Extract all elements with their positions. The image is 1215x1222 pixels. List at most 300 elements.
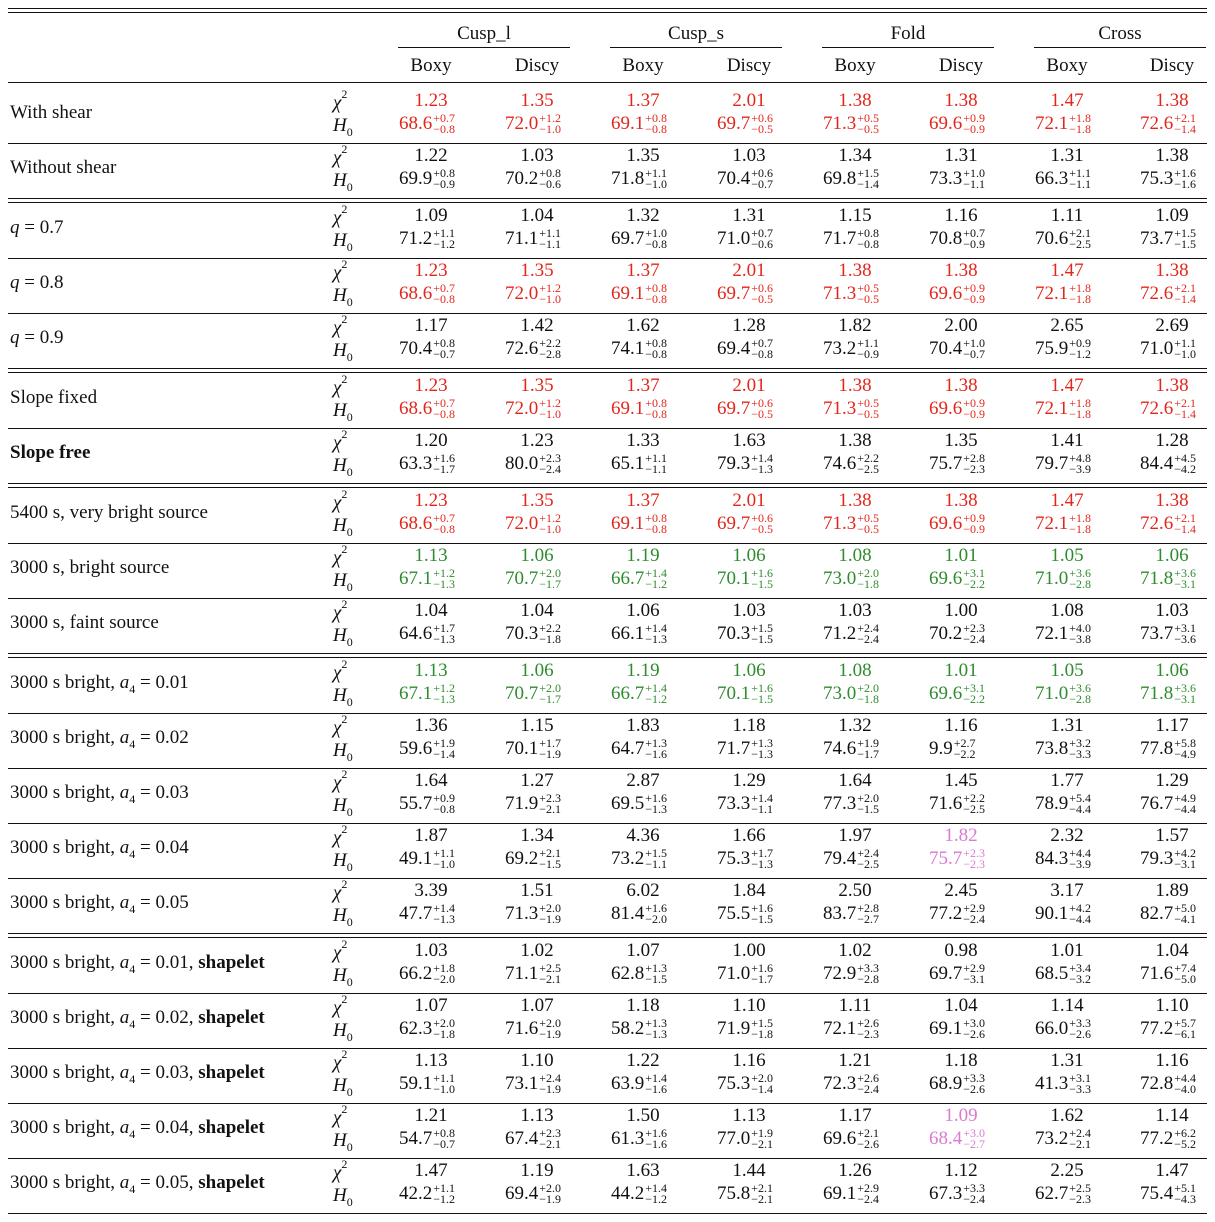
h0-error-bars	[433, 510, 456, 536]
h0-error-bars	[1069, 1070, 1092, 1096]
h0-lower-error: −2.8	[539, 346, 562, 361]
chi-squared-value: 1.04	[414, 600, 448, 621]
h0-lower-error: −4.3	[1174, 1191, 1197, 1206]
row-label-text: Slope fixed	[10, 387, 98, 408]
h0-value	[399, 450, 456, 476]
row-label: 3000 s bright, $a_4 = 0.05$	[10, 892, 189, 916]
h0-error-bars	[1069, 225, 1092, 251]
h-subscript: 0	[346, 859, 353, 874]
h0-upper-error: +3.3	[1069, 1015, 1092, 1030]
chi-squared-value: 1.18	[944, 1050, 978, 1071]
h0-upper-error: +2.8	[963, 450, 986, 465]
h0-central-value: 72.8	[1140, 1073, 1174, 1094]
h0-value	[1035, 110, 1092, 136]
h0-error-bars	[539, 680, 562, 706]
h0-central-value: 41.3	[1035, 1073, 1069, 1094]
row-label: 3000 s bright, $a_4 = 0.03$	[10, 782, 189, 806]
h0-error-bars	[433, 845, 456, 871]
h0-value	[611, 900, 668, 926]
h0-value	[611, 565, 668, 591]
h0-value	[823, 165, 880, 191]
discy-header: Discy	[726, 55, 772, 76]
h0-upper-error: +1.5	[1174, 225, 1197, 240]
chi-squared-value: 1.19	[520, 1160, 554, 1181]
column-group-header: Cusp_s	[668, 23, 724, 44]
h0-central-value: 69.5	[611, 793, 645, 814]
h0-central-value: 68.4	[929, 1128, 963, 1149]
h0-error-bars	[539, 790, 562, 816]
h0-central-value: 75.8	[717, 1183, 751, 1204]
h0-central-value: 54.7	[399, 1128, 433, 1149]
chi-squared-value: 1.05	[1050, 660, 1084, 681]
chi-squared-value: 1.37	[626, 260, 660, 281]
discy-header: Discy	[514, 55, 560, 76]
h-subscript: 0	[346, 914, 353, 929]
h0-value	[611, 225, 668, 251]
h0-upper-error: +1.4	[751, 790, 774, 805]
h0-value	[823, 280, 880, 306]
h0-central-value: 68.6	[399, 513, 433, 534]
row-rule	[8, 598, 1207, 599]
h0-upper-error: +0.9	[963, 510, 986, 525]
h-subscript: 0	[346, 1139, 353, 1154]
h0-error-bars	[1174, 335, 1197, 361]
chi-squared-value: 1.16	[732, 1050, 766, 1071]
h0-upper-error: +2.8	[857, 900, 880, 915]
h0-value	[717, 165, 774, 191]
h0-error-bars	[1174, 225, 1197, 251]
h0-central-value: 62.3	[399, 1018, 433, 1039]
h0-upper-error: +0.8	[433, 1125, 456, 1140]
chi-letter: χ	[333, 1052, 342, 1074]
h0-upper-error: +0.6	[751, 110, 774, 125]
h0-error-bars	[645, 620, 668, 646]
h0-upper-error: +1.6	[1174, 165, 1197, 180]
row-label-text: 5400 s, very bright source	[10, 502, 208, 523]
h0-lower-error: −1.3	[751, 461, 774, 476]
chi-squared-value: 1.82	[838, 315, 872, 336]
h0-lower-error: −2.1	[1069, 1136, 1092, 1151]
h0-value	[505, 620, 562, 646]
h0-value	[505, 510, 562, 536]
chi-squared-value: 0.98	[944, 940, 978, 961]
h0-upper-error: +4.9	[1174, 790, 1197, 805]
h0-upper-error: +0.8	[645, 510, 668, 525]
chi-squared-value: 1.21	[838, 1050, 872, 1071]
h0-value	[929, 395, 986, 421]
h0-upper-error: +0.8	[539, 165, 562, 180]
h0-central-value: 9.9	[929, 738, 953, 759]
h0-upper-error: +3.6	[1069, 680, 1092, 695]
chi-squared-value: 1.23	[414, 90, 448, 111]
chi-letter: χ	[333, 262, 342, 284]
chi-squared-value: 1.31	[732, 205, 766, 226]
h0-central-value: 72.6	[1140, 513, 1174, 534]
h0-central-value: 70.7	[505, 683, 539, 704]
h0-central-value: 64.6	[399, 623, 433, 644]
chi-squared-symbol	[333, 142, 348, 169]
h0-upper-error: +2.4	[857, 620, 880, 635]
h0-central-value: 70.1	[717, 683, 751, 704]
h0-lower-error: −4.2	[1174, 461, 1197, 476]
chi-letter: χ	[333, 147, 342, 169]
h0-value	[1035, 1015, 1092, 1041]
h0-value	[929, 1070, 986, 1096]
h0-lower-error: −0.8	[645, 346, 668, 361]
h0-upper-error: +0.8	[645, 280, 668, 295]
h0-central-value: 73.7	[1140, 623, 1174, 644]
chi-squared-value: 1.28	[1155, 430, 1189, 451]
a4-value: 0.02	[155, 1007, 189, 1028]
chi-exponent: 2	[341, 427, 348, 441]
h0-lower-error: −1.8	[1069, 291, 1092, 306]
h0-upper-error: +3.4	[1069, 960, 1092, 975]
row-rule	[8, 1158, 1207, 1159]
h0-central-value: 72.1	[1035, 283, 1069, 304]
h0-value	[717, 395, 774, 421]
h0-error-bars	[539, 735, 562, 761]
h0-upper-error: +1.6	[751, 900, 774, 915]
h0-lower-error: −1.1	[1069, 176, 1092, 191]
h0-lower-error: −1.8	[751, 1026, 774, 1041]
h0-upper-error: +2.3	[539, 790, 562, 805]
row-label-suffix: shapelet	[198, 1062, 265, 1083]
a4-symbol: $a_4$	[119, 1062, 136, 1086]
chi-squared-value: 1.04	[1155, 940, 1189, 961]
h0-error-bars	[645, 900, 668, 926]
h0-central-value: 71.7	[717, 738, 751, 759]
row-label-text: 3000 s bright,	[10, 837, 120, 858]
h0-error-bars	[433, 620, 456, 646]
h0-value	[717, 900, 774, 926]
h0-error-bars	[751, 790, 774, 816]
chi-squared-value: 1.35	[520, 90, 554, 111]
chi-squared-value: 1.06	[1155, 660, 1189, 681]
h0-value	[1140, 1125, 1197, 1151]
h0-upper-error: +4.5	[1174, 450, 1197, 465]
h0-lower-error: −2.6	[963, 1026, 986, 1041]
chi-squared-value: 1.35	[944, 430, 978, 451]
h0-upper-error: +1.1	[645, 165, 668, 180]
h0-central-value: 69.7	[717, 513, 751, 534]
h0-value	[823, 735, 880, 761]
h0-value	[399, 565, 456, 591]
hubble-constant-symbol	[333, 400, 353, 425]
a4-symbol: $a_4$	[119, 672, 136, 696]
row-label-text: = 0.8	[19, 272, 64, 293]
h0-lower-error: −2.6	[857, 1136, 880, 1151]
chi-squared-value: 1.77	[1050, 770, 1084, 791]
h0-value	[929, 165, 986, 191]
h0-lower-error: −2.4	[857, 1191, 880, 1206]
row-label-text: 3000 s bright,	[10, 727, 120, 748]
chi-squared-value: 2.00	[944, 315, 978, 336]
chi-squared-value: 1.02	[838, 940, 872, 961]
chi-squared-symbol	[333, 372, 348, 399]
h0-upper-error: +2.0	[433, 1015, 456, 1030]
h-subscript: 0	[346, 349, 353, 364]
h0-lower-error: −2.4	[539, 461, 562, 476]
h0-central-value: 72.6	[1140, 113, 1174, 134]
h0-upper-error: +2.3	[539, 1125, 562, 1140]
h0-value	[505, 110, 562, 136]
h-letter: H	[333, 1075, 347, 1096]
chi-squared-value: 2.69	[1155, 315, 1189, 336]
h0-central-value: 75.3	[717, 1073, 751, 1094]
h0-value	[399, 790, 456, 816]
chi-squared-symbol	[333, 1102, 348, 1129]
h0-upper-error: +4.2	[1069, 900, 1092, 915]
h0-lower-error: −1.2	[433, 1191, 456, 1206]
a4-symbol: $a_4$	[119, 1007, 136, 1031]
h0-error-bars	[1069, 110, 1092, 136]
chi-squared-value: 1.00	[944, 600, 978, 621]
column-group-header: Fold	[890, 23, 926, 44]
a4-symbol: $a_4$	[119, 727, 136, 751]
h0-upper-error: +1.8	[1069, 280, 1092, 295]
chi-squared-value: 2.01	[732, 90, 766, 111]
h0-central-value: 66.2	[399, 963, 433, 984]
h0-upper-error: +3.3	[963, 1180, 986, 1195]
chi-exponent: 2	[341, 142, 348, 156]
chi-squared-value: 1.35	[520, 260, 554, 281]
h0-central-value: 69.1	[611, 398, 645, 419]
hubble-constant-symbol	[333, 570, 353, 595]
chi-letter: χ	[333, 602, 342, 624]
h0-value	[611, 1125, 668, 1151]
chi-letter: χ	[333, 207, 342, 229]
h-subscript: 0	[346, 464, 353, 479]
h0-central-value: 84.3	[1035, 848, 1069, 869]
h0-central-value: 66.0	[1035, 1018, 1069, 1039]
h-subscript: 0	[346, 804, 353, 819]
chi-squared-value: 1.26	[838, 1160, 872, 1181]
h0-upper-error: +1.1	[433, 1070, 456, 1085]
h0-error-bars	[1069, 335, 1092, 361]
h0-upper-error: +1.1	[433, 1180, 456, 1195]
h0-lower-error: −1.3	[751, 746, 774, 761]
chi-exponent: 2	[341, 712, 348, 726]
h0-error-bars	[645, 735, 668, 761]
chi-squared-value: 1.13	[414, 1050, 448, 1071]
hubble-constant-symbol	[333, 1075, 353, 1100]
h0-lower-error: −1.0	[1174, 346, 1197, 361]
h-letter: H	[333, 400, 347, 421]
h-subscript: 0	[346, 579, 353, 594]
h0-value	[1035, 1125, 1092, 1151]
h0-value	[929, 900, 986, 926]
chi-squared-value: 1.37	[626, 490, 660, 511]
h0-value	[823, 680, 880, 706]
h0-central-value: 74.6	[823, 453, 857, 474]
h0-upper-error: +2.0	[539, 1015, 562, 1030]
h0-upper-error: +3.1	[963, 680, 986, 695]
h0-lower-error: −1.6	[645, 1136, 668, 1151]
h0-lower-error: −1.1	[645, 461, 668, 476]
section-rule	[8, 933, 1207, 934]
h0-error-bars	[645, 1015, 668, 1041]
h-subscript: 0	[346, 1194, 353, 1209]
chi-squared-symbol	[333, 822, 348, 849]
chi-squared-value: 6.02	[626, 880, 660, 901]
h0-lower-error: −0.9	[963, 291, 986, 306]
chi-squared-value: 1.07	[414, 995, 448, 1016]
chi-squared-value: 1.08	[838, 660, 872, 681]
chi-squared-symbol	[333, 1047, 348, 1074]
hubble-constant-symbol	[333, 905, 353, 930]
h0-central-value: 71.2	[399, 228, 433, 249]
h0-error-bars	[1069, 1125, 1092, 1151]
column-group-header: Cusp_l	[457, 23, 511, 44]
h0-central-value: 71.3	[505, 903, 539, 924]
h0-value	[1035, 845, 1092, 871]
h0-value	[929, 735, 976, 761]
section-rule	[8, 487, 1207, 488]
h0-value	[1035, 790, 1092, 816]
h0-error-bars	[751, 680, 774, 706]
h0-upper-error: +0.8	[433, 335, 456, 350]
hubble-constant-symbol	[333, 625, 353, 650]
chi-squared-value: 1.22	[626, 1050, 660, 1071]
a4-value: 0.04	[155, 837, 189, 858]
chi-squared-value: 2.01	[732, 375, 766, 396]
h0-lower-error: −1.0	[539, 291, 562, 306]
h0-central-value: 84.4	[1140, 453, 1174, 474]
h0-upper-error: +2.0	[539, 1180, 562, 1195]
chi-squared-value: 1.04	[520, 205, 554, 226]
h0-error-bars	[857, 565, 880, 591]
chi-exponent: 2	[341, 312, 348, 326]
h0-central-value: 72.1	[1035, 623, 1069, 644]
h0-lower-error: −3.9	[1069, 461, 1092, 476]
h0-central-value: 71.3	[823, 398, 857, 419]
h0-error-bars	[539, 1070, 562, 1096]
h-letter: H	[333, 340, 347, 361]
h0-upper-error: +2.1	[539, 845, 562, 860]
h0-error-bars	[857, 450, 880, 476]
h0-value	[505, 1070, 562, 1096]
h0-value	[1140, 900, 1197, 926]
h0-upper-error: +0.5	[857, 280, 880, 295]
h0-error-bars	[1069, 1015, 1092, 1041]
h0-value	[399, 1015, 456, 1041]
h0-value	[1140, 620, 1197, 646]
h0-upper-error: +2.1	[1069, 225, 1092, 240]
h0-central-value: 73.7	[1140, 228, 1174, 249]
h0-error-bars	[433, 960, 456, 986]
chi-squared-value: 1.66	[732, 825, 766, 846]
h0-lower-error: −0.8	[751, 346, 774, 361]
h0-central-value: 47.7	[399, 903, 433, 924]
h0-upper-error: +3.6	[1069, 565, 1092, 580]
h0-central-value: 71.8	[1140, 683, 1174, 704]
row-label	[10, 157, 116, 179]
h0-value	[717, 790, 774, 816]
h0-error-bars	[1069, 395, 1092, 421]
h-letter: H	[333, 625, 347, 646]
h0-lower-error: −5.2	[1174, 1136, 1197, 1151]
row-label	[10, 612, 159, 634]
row-label	[10, 327, 63, 349]
h0-lower-error: −1.4	[1174, 406, 1197, 421]
h0-error-bars	[1174, 395, 1197, 421]
h0-upper-error: +1.4	[433, 900, 456, 915]
h0-lower-error: −3.8	[1069, 631, 1092, 646]
h0-error-bars	[539, 620, 562, 646]
h0-central-value: 71.6	[1140, 963, 1174, 984]
h0-upper-error: +1.7	[433, 620, 456, 635]
h0-central-value: 62.7	[1035, 1183, 1069, 1204]
row-label-symbol: q	[10, 217, 20, 238]
chi-squared-value: 1.10	[520, 1050, 554, 1071]
h0-upper-error: +2.0	[539, 680, 562, 695]
h0-upper-error: +2.4	[1069, 1125, 1092, 1140]
row-label	[10, 217, 63, 239]
h0-upper-error: +1.2	[433, 565, 456, 580]
h0-value	[1140, 1070, 1197, 1096]
h0-lower-error: −2.1	[539, 971, 562, 986]
h0-upper-error: +1.0	[963, 335, 986, 350]
chi-squared-symbol	[333, 657, 348, 684]
h0-central-value: 69.9	[399, 168, 433, 189]
h0-error-bars	[645, 845, 668, 871]
h0-error-bars	[645, 1070, 668, 1096]
top-rule	[8, 8, 1207, 9]
h0-central-value: 71.7	[823, 228, 857, 249]
h0-value	[929, 1125, 986, 1151]
h0-upper-error: +0.9	[1069, 335, 1092, 350]
h0-upper-error: +0.5	[857, 395, 880, 410]
h0-central-value: 69.1	[611, 513, 645, 534]
h0-lower-error: −1.4	[1174, 121, 1197, 136]
h-letter: H	[333, 230, 347, 251]
chi-squared-value: 1.23	[414, 375, 448, 396]
h0-error-bars	[433, 1070, 456, 1096]
h0-upper-error: +2.4	[857, 845, 880, 860]
h0-error-bars	[1174, 165, 1197, 191]
chi-squared-value: 1.14	[1050, 995, 1084, 1016]
h0-upper-error: +3.1	[1069, 1070, 1092, 1085]
h0-lower-error: −1.8	[1069, 406, 1092, 421]
h0-value	[399, 110, 456, 136]
h0-upper-error: +7.4	[1174, 960, 1197, 975]
h0-central-value: 72.6	[1140, 398, 1174, 419]
chi-squared-symbol	[333, 257, 348, 284]
chi-squared-value: 2.32	[1050, 825, 1084, 846]
h0-lower-error: −1.6	[645, 746, 668, 761]
h0-central-value: 70.4	[399, 338, 433, 359]
h0-error-bars	[645, 510, 668, 536]
chi-squared-value: 1.31	[1050, 1050, 1084, 1071]
h0-lower-error: −5.0	[1174, 971, 1197, 986]
row-label-text: 3000 s bright,	[10, 1172, 120, 1193]
h0-error-bars	[433, 900, 456, 926]
h0-error-bars	[539, 1125, 562, 1151]
section-rule	[8, 937, 1207, 938]
h0-value	[611, 845, 668, 871]
h0-value	[823, 395, 880, 421]
hubble-constant-symbol	[333, 795, 353, 820]
h-letter: H	[333, 795, 347, 816]
h0-error-bars	[539, 335, 562, 361]
h0-central-value: 71.6	[505, 1018, 539, 1039]
h0-upper-error: +2.3	[539, 450, 562, 465]
h-subscript: 0	[346, 1084, 353, 1099]
h-subscript: 0	[346, 239, 353, 254]
h0-lower-error: −3.6	[1174, 631, 1197, 646]
h0-lower-error: −0.8	[645, 236, 668, 251]
h0-central-value: 69.7	[717, 113, 751, 134]
